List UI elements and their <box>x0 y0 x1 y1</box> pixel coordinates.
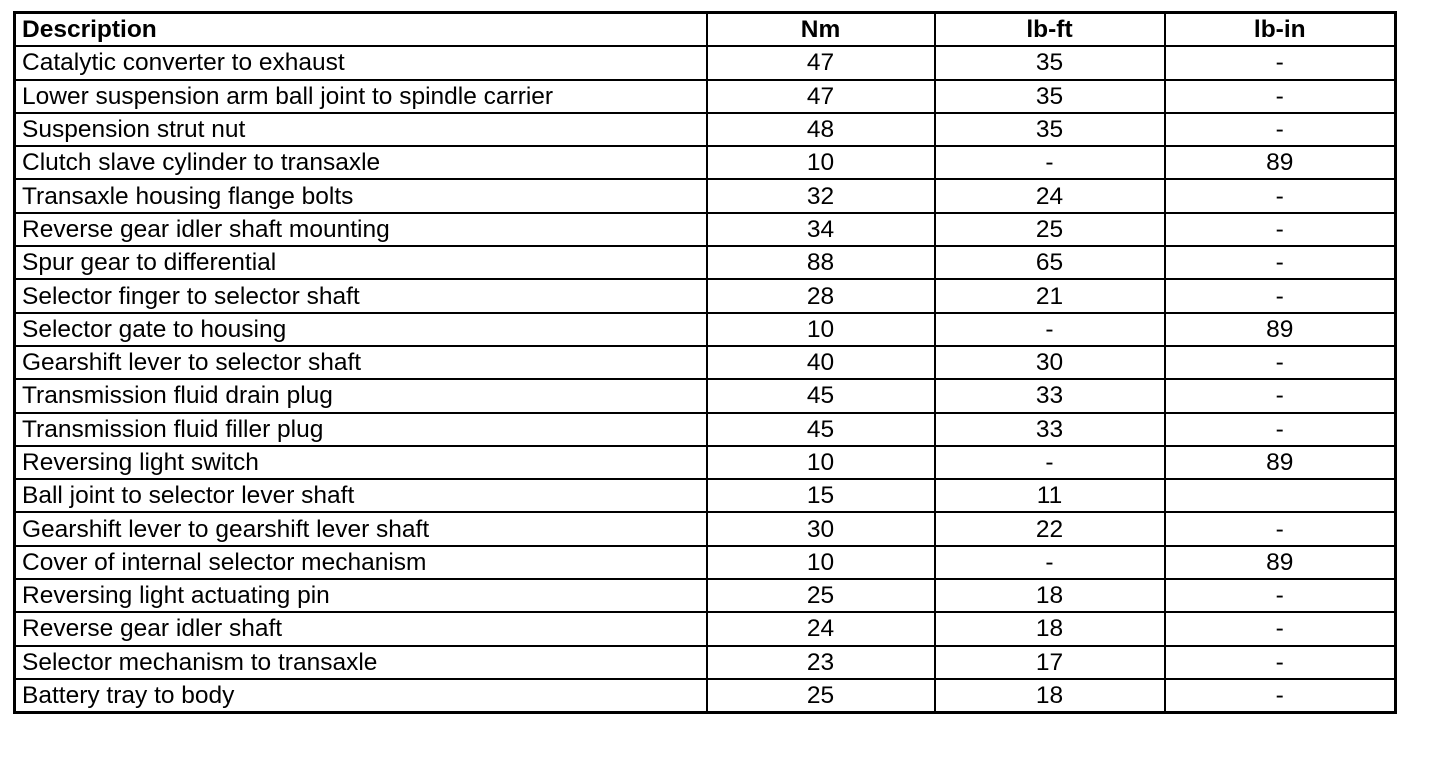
cell-lb-ft: 18 <box>935 679 1165 713</box>
table-row <box>15 179 1396 212</box>
cell-lb-ft: 18 <box>935 612 1165 645</box>
cell-description: Transmission fluid filler plug <box>15 413 707 446</box>
table-row <box>15 346 1396 379</box>
table-row <box>15 246 1396 279</box>
cell-nm: 23 <box>707 646 935 679</box>
cell-description: Reverse gear idler shaft <box>15 612 707 645</box>
cell-description: Clutch slave cylinder to transaxle <box>15 146 707 179</box>
cell-lb-in: - <box>1165 179 1396 212</box>
table-row <box>15 446 1396 479</box>
cell-nm: 48 <box>707 113 935 146</box>
cell-lb-ft: 25 <box>935 213 1165 246</box>
cell-lb-ft: 21 <box>935 279 1165 312</box>
cell-nm: 24 <box>707 612 935 645</box>
table-row <box>15 379 1396 412</box>
cell-description: Reversing light switch <box>15 446 707 479</box>
table-row <box>15 679 1396 713</box>
table-row <box>15 213 1396 246</box>
cell-description: Gearshift lever to selector shaft <box>15 346 707 379</box>
cell-lb-ft: 65 <box>935 246 1165 279</box>
cell-lb-in: - <box>1165 679 1396 713</box>
cell-nm: 28 <box>707 279 935 312</box>
cell-lb-in: - <box>1165 279 1396 312</box>
cell-lb-ft: - <box>935 146 1165 179</box>
table-row <box>15 579 1396 612</box>
table-row <box>15 80 1396 113</box>
table-row <box>15 512 1396 545</box>
column-header-lb-in: lb-in <box>1165 13 1396 47</box>
cell-description: Selector gate to housing <box>15 313 707 346</box>
cell-lb-in: - <box>1165 246 1396 279</box>
cell-lb-in: - <box>1165 612 1396 645</box>
torque-specification-table <box>13 11 1397 714</box>
cell-description: Catalytic converter to exhaust <box>15 46 707 79</box>
table-row <box>15 646 1396 679</box>
cell-nm: 10 <box>707 313 935 346</box>
cell-lb-ft: - <box>935 446 1165 479</box>
header-row <box>15 13 1396 47</box>
cell-nm: 25 <box>707 679 935 713</box>
cell-description: Suspension strut nut <box>15 113 707 146</box>
cell-lb-in: - <box>1165 579 1396 612</box>
cell-lb-in: - <box>1165 512 1396 545</box>
table-row <box>15 113 1396 146</box>
cell-nm: 10 <box>707 546 935 579</box>
cell-description: Selector mechanism to transaxle <box>15 646 707 679</box>
cell-lb-in: 89 <box>1165 146 1396 179</box>
cell-lb-in: - <box>1165 46 1396 79</box>
cell-nm: 45 <box>707 413 935 446</box>
cell-lb-ft: 17 <box>935 646 1165 679</box>
cell-lb-ft: 33 <box>935 413 1165 446</box>
cell-description: Selector finger to selector shaft <box>15 279 707 312</box>
cell-nm: 15 <box>707 479 935 512</box>
cell-lb-in: - <box>1165 413 1396 446</box>
column-header-nm: Nm <box>707 13 935 47</box>
cell-nm: 10 <box>707 146 935 179</box>
cell-lb-ft: 35 <box>935 80 1165 113</box>
cell-nm: 25 <box>707 579 935 612</box>
cell-lb-in: - <box>1165 346 1396 379</box>
cell-lb-in: - <box>1165 646 1396 679</box>
cell-lb-in <box>1165 479 1396 512</box>
column-header-description: Description <box>15 13 707 47</box>
table-row <box>15 46 1396 79</box>
cell-lb-ft: 35 <box>935 46 1165 79</box>
cell-nm: 47 <box>707 46 935 79</box>
cell-lb-in: - <box>1165 379 1396 412</box>
cell-description: Spur gear to differential <box>15 246 707 279</box>
cell-nm: 10 <box>707 446 935 479</box>
cell-lb-ft: 18 <box>935 579 1165 612</box>
cell-lb-in: - <box>1165 113 1396 146</box>
cell-description: Cover of internal selector mechanism <box>15 546 707 579</box>
table-header <box>15 13 1396 47</box>
cell-nm: 88 <box>707 246 935 279</box>
cell-lb-ft: 30 <box>935 346 1165 379</box>
cell-lb-in: 89 <box>1165 546 1396 579</box>
cell-nm: 40 <box>707 346 935 379</box>
cell-description: Transmission fluid drain plug <box>15 379 707 412</box>
cell-description: Transaxle housing flange bolts <box>15 179 707 212</box>
table-row <box>15 313 1396 346</box>
cell-description: Reversing light actuating pin <box>15 579 707 612</box>
cell-lb-ft: - <box>935 313 1165 346</box>
cell-lb-in: - <box>1165 80 1396 113</box>
table-body <box>15 46 1396 712</box>
cell-nm: 34 <box>707 213 935 246</box>
cell-nm: 45 <box>707 379 935 412</box>
table-row <box>15 279 1396 312</box>
cell-lb-in: - <box>1165 213 1396 246</box>
cell-description: Battery tray to body <box>15 679 707 713</box>
cell-description: Lower suspension arm ball joint to spindle carrier <box>15 80 707 113</box>
table-row <box>15 413 1396 446</box>
cell-nm: 47 <box>707 80 935 113</box>
cell-lb-ft: 35 <box>935 113 1165 146</box>
cell-description: Gearshift lever to gearshift lever shaft <box>15 512 707 545</box>
cell-nm: 32 <box>707 179 935 212</box>
cell-nm: 30 <box>707 512 935 545</box>
table-row <box>15 546 1396 579</box>
column-header-lb-ft: lb-ft <box>935 13 1165 47</box>
cell-description: Ball joint to selector lever shaft <box>15 479 707 512</box>
table-row <box>15 146 1396 179</box>
table-row <box>15 612 1396 645</box>
cell-description: Reverse gear idler shaft mounting <box>15 213 707 246</box>
cell-lb-ft: 11 <box>935 479 1165 512</box>
cell-lb-ft: - <box>935 546 1165 579</box>
table-row <box>15 479 1396 512</box>
cell-lb-ft: 24 <box>935 179 1165 212</box>
cell-lb-ft: 33 <box>935 379 1165 412</box>
cell-lb-in: 89 <box>1165 446 1396 479</box>
cell-lb-ft: 22 <box>935 512 1165 545</box>
cell-lb-in: 89 <box>1165 313 1396 346</box>
